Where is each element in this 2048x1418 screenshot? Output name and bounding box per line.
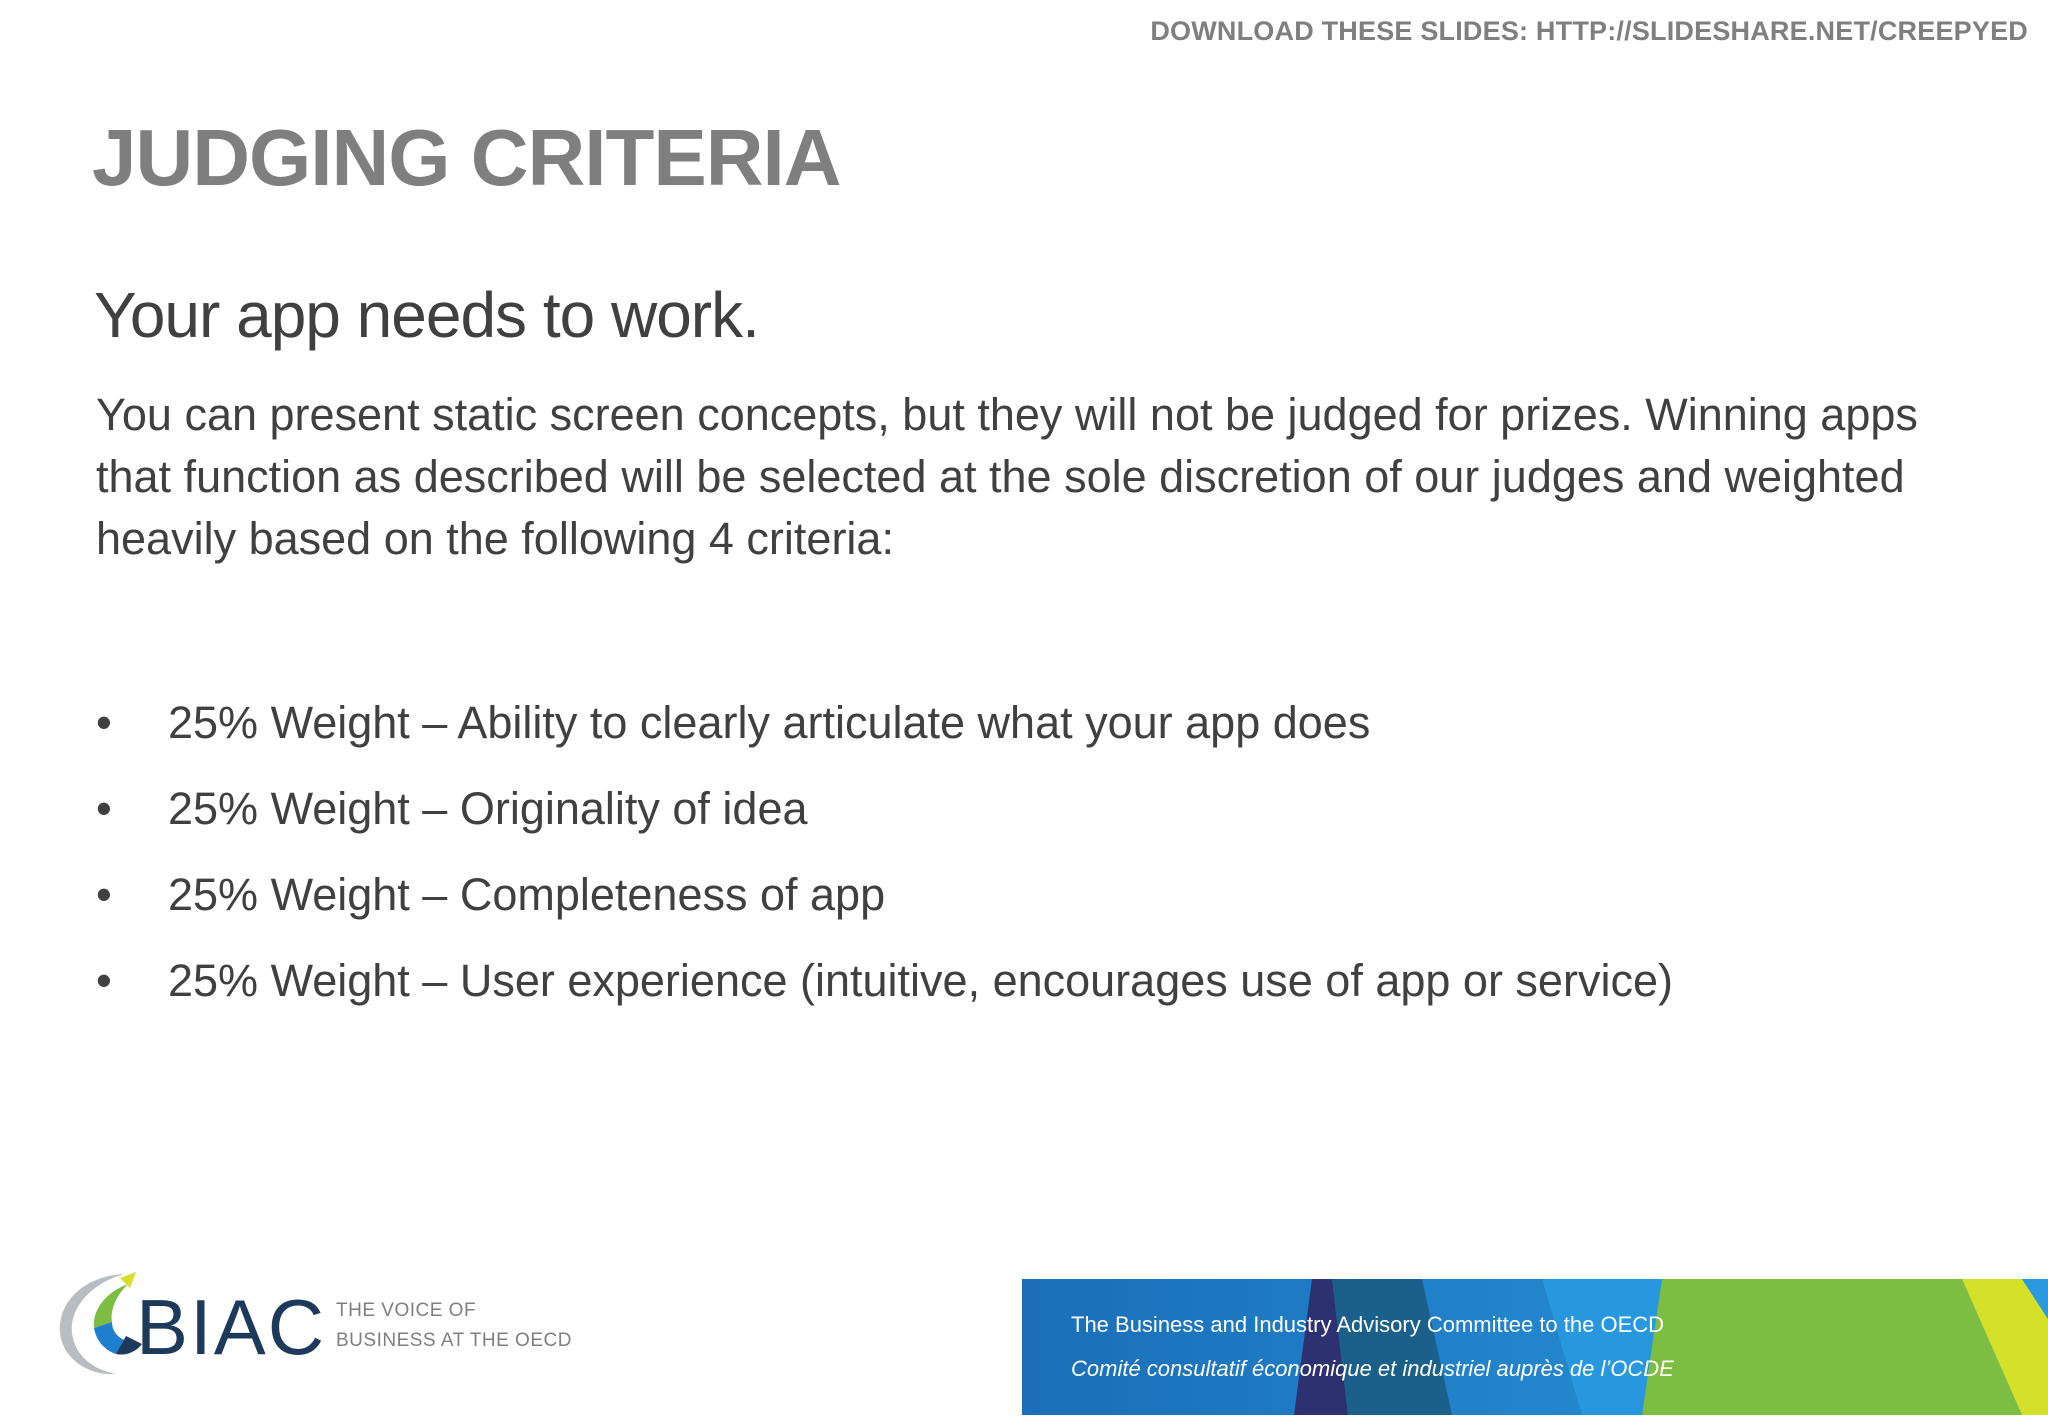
criterion-text: 25% Weight – Originality of idea	[168, 783, 808, 834]
bullet-icon: •	[96, 869, 112, 920]
bullet-icon: •	[96, 697, 112, 748]
biac-logo	[54, 1270, 574, 1390]
criteria-list	[96, 680, 1673, 1024]
banner-title-french: Comité consultatif économique et industriel auprès de l’OCDE	[1071, 1356, 1674, 1381]
download-slides-note: DOWNLOAD THESE SLIDES: HTTP://SLIDESHARE.NET/CREEPYED	[1150, 16, 2028, 46]
bullet-icon: •	[96, 783, 112, 834]
slide-title: JUDGING CRITERIA	[92, 113, 841, 202]
banner-title-english: The Business and Industry Advisory Committee to the OECD	[1071, 1312, 1665, 1337]
list-item	[96, 938, 1673, 1024]
biac-wordmark: BIAC	[136, 1283, 327, 1371]
criterion-text: 25% Weight – Ability to clearly articulate what your app does	[168, 697, 1371, 748]
criterion-text: 25% Weight – User experience (intuitive, encourages use of app or service)	[168, 955, 1673, 1006]
criterion-text: 25% Weight – Completeness of app	[168, 869, 886, 920]
list-item	[96, 680, 1673, 766]
biac-swirl-icon	[54, 1270, 144, 1380]
banner-background	[1022, 1279, 2048, 1415]
bullet-icon: •	[96, 955, 112, 1006]
tagline-line-1: THE VOICE OF	[336, 1300, 477, 1321]
oecd-footer-banner	[1022, 1279, 2048, 1415]
slide-subheading: Your app needs to work.	[94, 279, 759, 351]
list-item	[96, 766, 1673, 852]
logo-tagline	[336, 1296, 572, 1356]
slide-body-text: You can present static screen concepts, but they will not be judged for prizes. Winning apps that function as described will be selected at the sole discretion of our judges and weighted heavily based on the following 4 criteria:	[96, 389, 1918, 564]
list-item	[96, 852, 1673, 938]
tagline-line-2: BUSINESS AT THE OECD	[336, 1330, 572, 1351]
